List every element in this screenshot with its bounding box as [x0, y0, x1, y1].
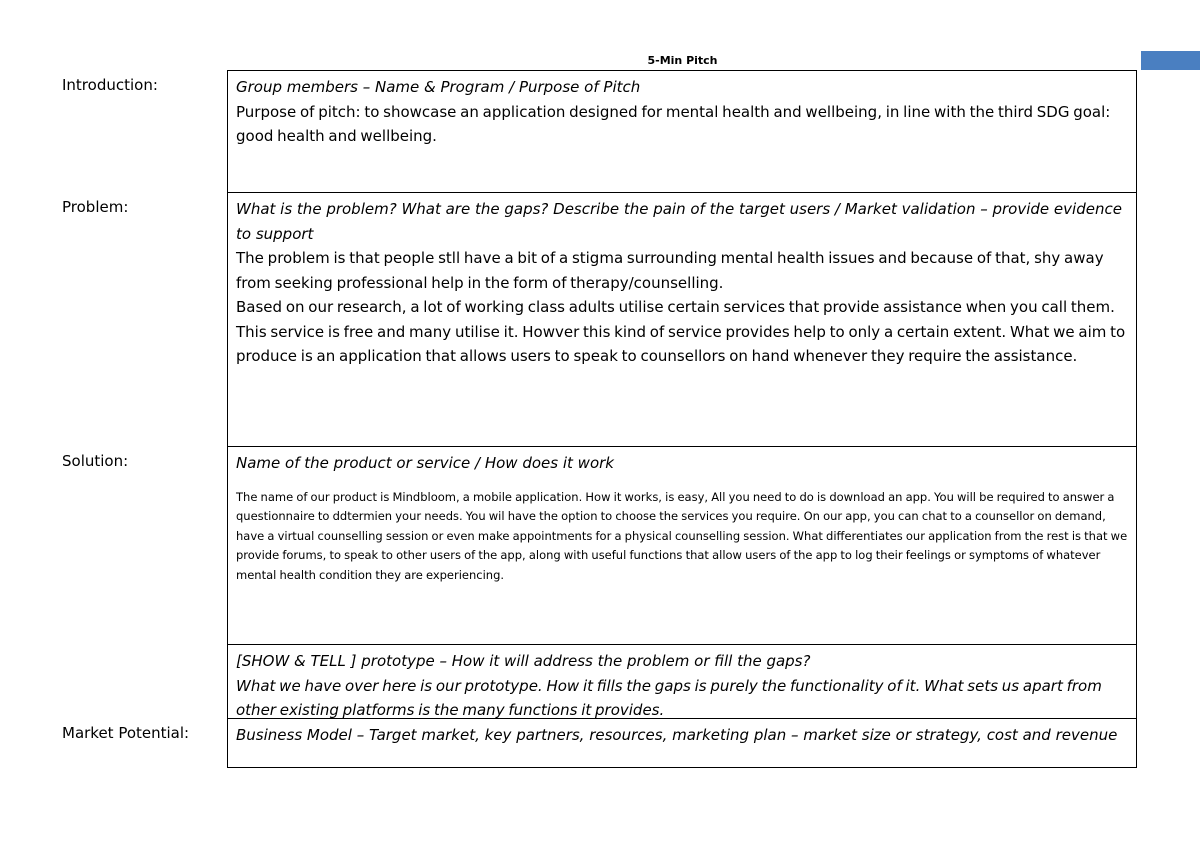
solution-prompt: Name of the product or service / How does it work [236, 454, 614, 472]
problem-answer-research: Based on our research, a lot of working class adults utilise certain services that provide assistance when you call them. This service is free and many utilise it. Howver this kind of service provides help to only a certain extent. What we aim to produce is an application that allows users to speak to counsellors on hand whenever they require the assistance. [236, 298, 1126, 365]
solution-answer: The name of our product is Mindbloom, a mobile application. How it works, is easy, All you need to do is download an app. You will be required to answer a questionnaire to ddtermien your needs. You wil have the option to choose the services you require. On our app, you can chat to a counsellor on demand, have a virtual counselling session or even make appointments for a physical counselling session. What differentiates our application from the rest is that we provide forums, to speak to other users of the app, along with useful functions that allow users of the app to log their feelings or symptoms of whatever mental health condition they are experiencing. [236, 489, 1128, 582]
problem-label: Problem: [62, 198, 129, 216]
introduction-answer: Purpose of pitch: to showcase an application designed for mental health and wellbeing, in line with the third SDG goal: good health and wellbeing. [236, 102, 1111, 145]
page-title: 5-Min Pitch [647, 54, 718, 67]
show-tell-cell [227, 644, 1137, 719]
problem-prompt: What is the problem? What are the gaps? Describe the pain of the target users / Market validation – provide evidence to support [236, 200, 1122, 243]
market-potential-prompt: Business Model – Target market, key partners, resources, marketing plan – market size or strategy, cost and revenue [236, 726, 1118, 744]
market-potential-cell [227, 718, 1137, 768]
header-accent-bar [1141, 51, 1200, 70]
solution-label: Solution: [62, 452, 129, 470]
show-tell-answer: What we have over here is our prototype. How it fills the gaps is purely the functionality of it. What sets us apart from other existing platforms is the many functions it provides. [236, 676, 1102, 719]
problem-cell [227, 192, 1137, 447]
introduction-cell [227, 70, 1137, 193]
market-potential-label: Market Potential: [62, 724, 190, 742]
problem-answer-stigma: The problem is that people stll have a bit of a stigma surrounding mental health issues and because of that, shy away from seeking professional help in the form of therapy/counselling. [236, 249, 1104, 292]
introduction-label: Introduction: [62, 76, 158, 94]
show-tell-prompt: [SHOW & TELL ] prototype – How it will address the problem or fill the gaps? [236, 652, 811, 670]
solution-cell [227, 446, 1137, 645]
introduction-prompt: Group members – Name & Program / Purpose of Pitch [236, 78, 641, 96]
